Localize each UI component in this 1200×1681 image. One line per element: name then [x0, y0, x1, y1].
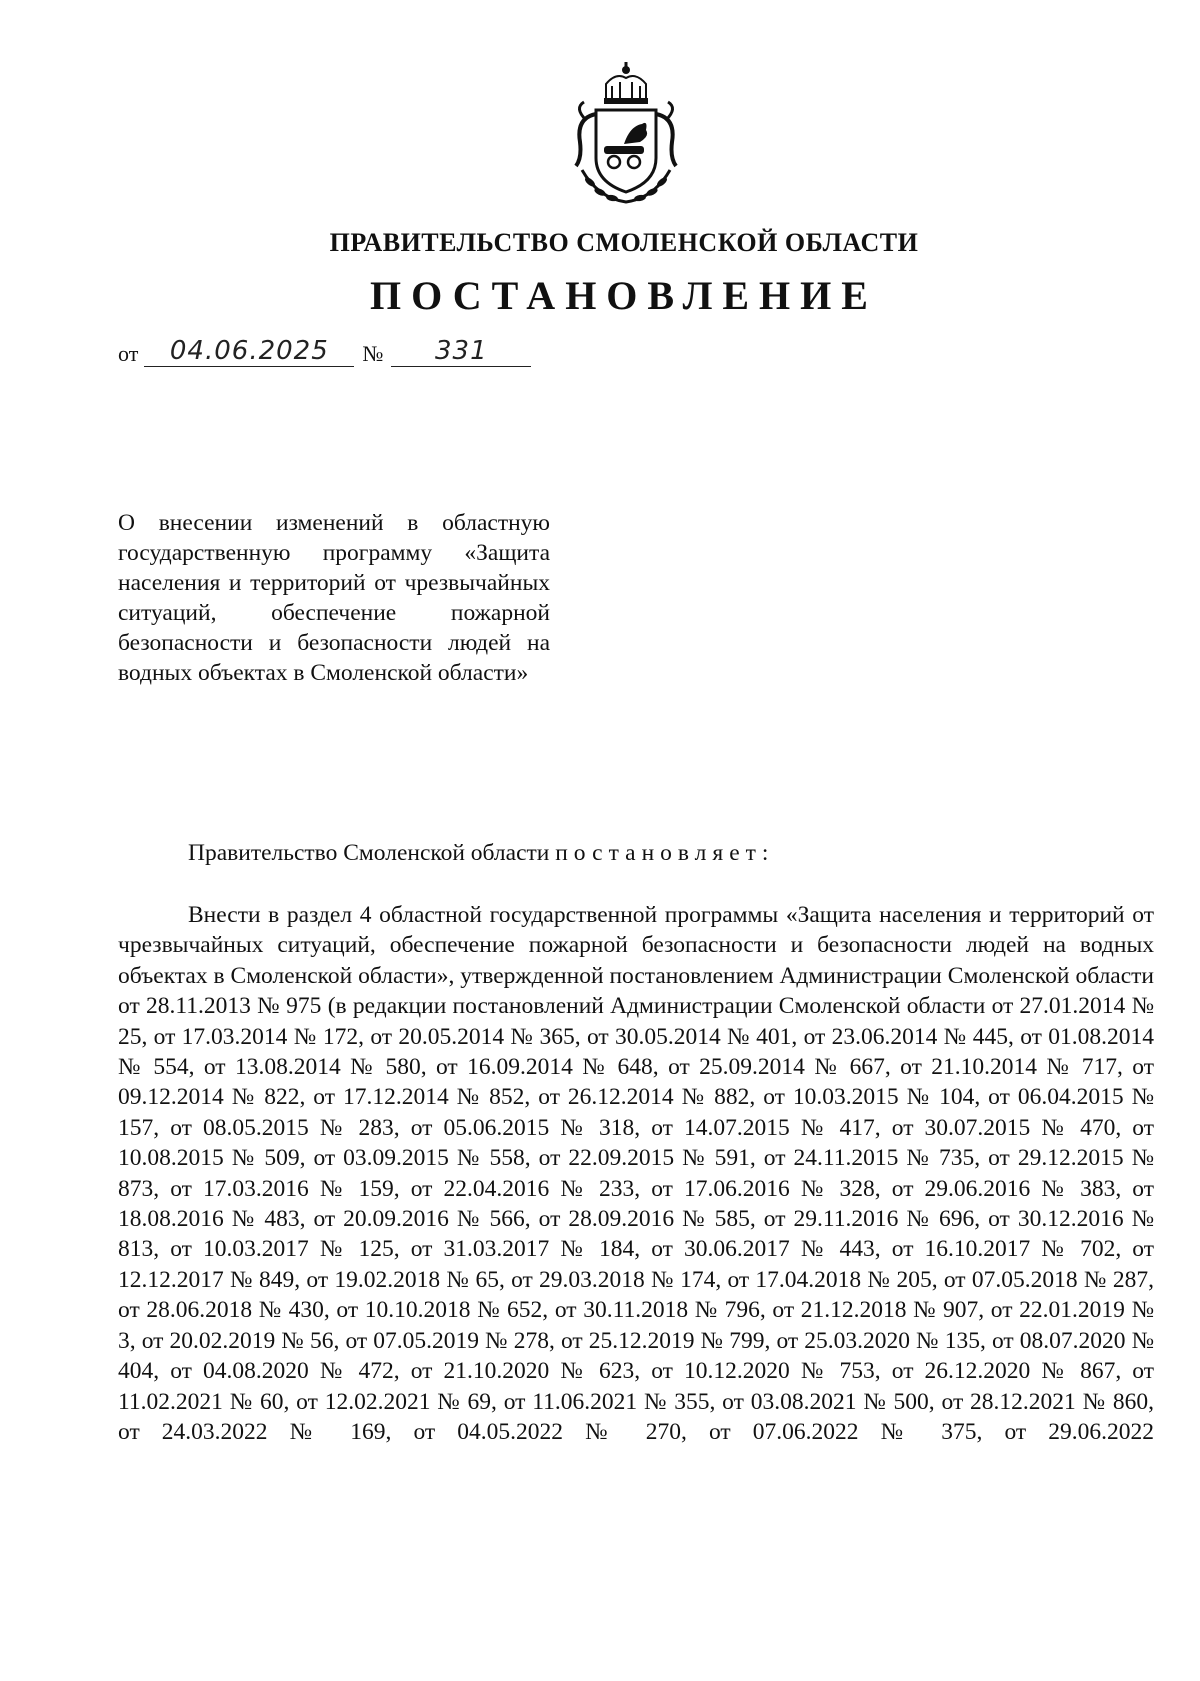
handwritten-number: 331 [391, 336, 531, 367]
decree-intro-main: Правительство Смоленской области [188, 840, 550, 866]
decree-intro-spaced: постановляет: [555, 840, 775, 866]
document-subject: О внесении изменений в областную государственную программу «Защита населения и территорий от чрезвычайных ситуаций, обеспечение пожарной безопасности и безопасности людей на водных объектах в Смоленской области» [118, 510, 550, 686]
decree-intro [188, 840, 774, 867]
smolensk-coat-of-arms-icon [568, 58, 684, 208]
number-prefix: № [362, 341, 384, 366]
date-prefix: от [118, 341, 139, 366]
decree-body-paragraph: Внести в раздел 4 областной государственной программы «Защита населения и территорий от чрезвычайных ситуаций, обеспечение пожарной безопасности и безопасности людей на водных объектах в Смоленской области», утвержденной постановлением Администрации Смоленской области от 28.11.2013 № 975 (в редакции постановлений Администрации Смоленской области от 27.01.2014 № 25, от 17.03.2014 № 172, от 20.05.2014 № 365, от 30.05.2014 № 401, от 23.06.2014 № 445, от 01.08.2014 № 554, от 13.08.2014 № 580, от 16.09.2014 № 648, от 25.09.2014 № 667, от 21.10.2014 № 717, от 09.12.2014 № 822, от 17.12.2014 № 852, от 26.12.2014 № 882, от 10.03.2015 № 104, от 06.04.2015 № 157, от 08.05.2015 № 283, от 05.06.2015 № 318, от 14.07.2015 № 417, от 30.07.2015 № 470, от 10.08.2015 № 509, от 03.09.2015 № 558, от 22.09.2015 № 591, от 24.11.2015 № 735, от 29.12.2015 № 873, от 17.03.2016 № 159, от 22.04.2016 № 233, от 17.06.2016 № 328, от 29.06.2016 № 383, от 18.08.2016 № 483, от 20.09.2016 № 566, от 28.09.2016 № 585, от 29.11.2016 № 696, от 30.12.2016 № 813, от 10.03.2017 № 125, от 31.03.2017 № 184, от 30.06.2017 № 443, от 16.10.2017 № 702, от 12.12.2017 № 849, от 19.02.2018 № 65, от 29.03.2018 № 174, от 17.04.2018 № 205, от 07.05.2018 № 287, от 28.06.2018 № 430, от 10.10.2018 № 652, от 30.11.2018 № 796, от 21.12.2018 № 907, от 22.01.2019 № 3, от 20.02.2019 № 56, от 07.05.2019 № 278, от 25.12.2019 № 799, от 25.03.2020 № 135, от 08.07.2020 № 404, от 04.08.2020 № 472, от 21.10.2020 № 623, от 10.12.2020 № 753, от 26.12.2020 № 867, от 11.02.2021 № 60, от 12.02.2021 № 69, от 11.06.2021 № 355, от 03.08.2021 № 500, от 28.12.2021 № 860, от 24.03.2022 № 169, от 04.05.2022 № 270, от 07.06.2022 № 375, от 29.06.2022 [118, 902, 1154, 1445]
date-number-line [118, 336, 531, 367]
document-type-title: ПОСТАНОВЛЕНИЕ [370, 273, 878, 318]
organization-title: ПРАВИТЕЛЬСТВО СМОЛЕНСКОЙ ОБЛАСТИ [329, 228, 919, 257]
handwritten-date: 04.06.2025 [144, 336, 354, 367]
